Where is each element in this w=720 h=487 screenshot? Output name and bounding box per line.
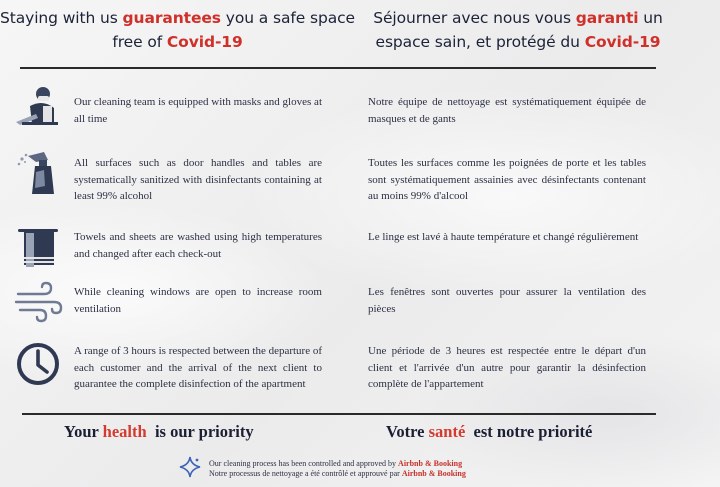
approval-en-brand: Airbnb & Booking	[398, 459, 463, 468]
top-divider	[20, 67, 656, 69]
row-text-en: Towels and sheets are washed using high temperatures and changed after each check-out	[74, 231, 322, 260]
header-fr-text-2: un espace sain, et protégé du	[375, 9, 663, 51]
approval-en-text: Our cleaning process has been controlled and approved by	[209, 459, 399, 468]
header-en-highlight: guarantees	[122, 9, 221, 27]
header-fr-text: Séjourner avec nous vous	[373, 9, 576, 27]
header-fr-highlight: garanti	[575, 9, 639, 27]
bottom-divider	[22, 413, 656, 415]
approval-fr-text: Notre processus de nettoyage a été contrôlé et approuvé par	[209, 469, 402, 478]
slogan-en-text: Your	[64, 422, 103, 441]
slogan-en-text-2: is our priority	[146, 422, 254, 441]
row-text-fr: Les fenêtres sont ouvertes pour assurer la ventilation des pièces	[368, 286, 646, 315]
approval-note-fr	[209, 469, 466, 479]
masked-cleaner-icon	[14, 84, 64, 126]
header-fr-covid: Covid-19	[584, 33, 661, 51]
header-english	[0, 6, 355, 54]
clock-icon	[14, 340, 64, 388]
slogan-en-highlight: health	[102, 422, 147, 441]
wind-icon	[14, 280, 64, 322]
row-text-fr: Notre équipe de nettoyage est systématiquement équipée de masques et de gants	[368, 96, 646, 125]
header-french	[350, 6, 686, 54]
row-text-fr: Une période de 3 heures est respectée entre le départ d'un client et l'arrivée d'un autre pour garantir la désinfection complète de l'appartement	[368, 345, 646, 390]
sparkle-icon	[179, 456, 201, 478]
header-en-text: Staying with us	[0, 9, 123, 27]
row-text-en: Our cleaning team is equipped with masks and gloves at all time	[74, 96, 322, 125]
approval-fr-brand: Airbnb & Booking	[401, 469, 466, 478]
header-en-covid: Covid-19	[166, 33, 243, 51]
towels-icon	[14, 225, 64, 267]
slogan-fr-text: Votre	[386, 422, 429, 441]
row-text-en: While cleaning windows are open to increase room ventilation	[74, 286, 322, 315]
header-en-text-2: you a safe space free of	[112, 9, 355, 51]
row-text-fr: Le linge est lavé à haute température et changé régulièrement	[368, 231, 639, 243]
priority-slogan-en	[64, 422, 254, 442]
approval-note	[209, 459, 466, 479]
slogan-fr-text-2: est notre priorité	[465, 422, 593, 441]
slogan-fr-highlight: santé	[428, 422, 466, 441]
approval-note-en	[209, 459, 466, 469]
row-text-en: All surfaces such as door handles and tables are systematically sanitized with disinfectants containing at least 99% alcohol	[74, 157, 322, 202]
row-text-en: A range of 3 hours is respected between the departure of each customer and the arrival of the next client to guarantee the complete disinfection of the apartment	[74, 345, 323, 390]
priority-slogan-fr	[386, 422, 592, 442]
spray-bottle-icon	[14, 150, 64, 192]
row-text-fr: Toutes les surfaces comme les poignées de porte et les tables sont systématiquement assainies avec désinfectants contenant au moins 99% d'alcool	[368, 157, 646, 202]
